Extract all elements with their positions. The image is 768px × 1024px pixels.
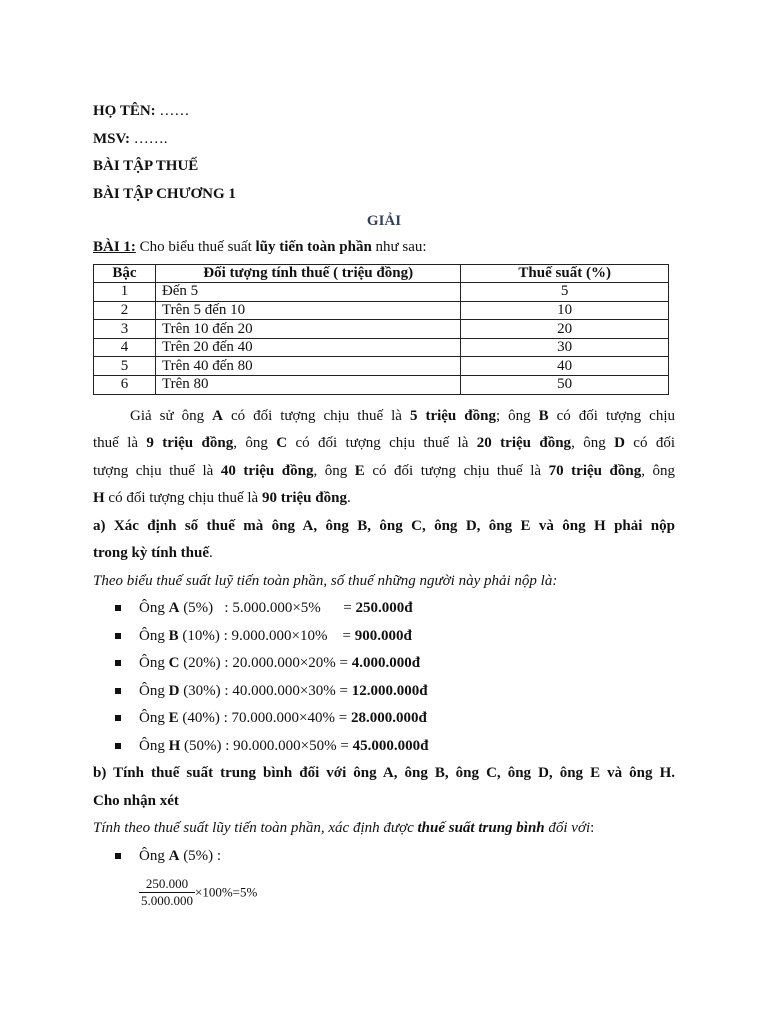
calculation: (20%) : 20.000.000×20% = (179, 655, 352, 672)
text: . (346, 490, 351, 507)
tax-amount-list (93, 595, 675, 760)
scenario-line-3 (93, 458, 675, 486)
person-name: C (168, 655, 180, 672)
text: Giả sử ông (130, 407, 213, 424)
text-bold: C (276, 435, 288, 452)
text-bold: H (93, 490, 105, 507)
calculation: (50%) : 90.000.000×50% = (180, 737, 353, 754)
text-bold: A (212, 407, 223, 424)
col-header-level: Bậc (94, 264, 156, 283)
question-a-line-2 (93, 540, 675, 568)
cell-rate: 40 (461, 357, 669, 376)
bai1-text-a: Cho biểu thuế suất (135, 239, 256, 255)
cell-rate: 30 (461, 338, 669, 357)
scenario-line-2 (93, 430, 675, 458)
text: : (590, 820, 595, 837)
formula-result: ×100%=5% (195, 884, 258, 900)
question-b-line-2: Cho nhận xét (93, 792, 179, 809)
tax-rate-table (93, 264, 669, 395)
cell-level: 2 (94, 301, 156, 320)
cell-taxable: Trên 10 đến 20 (155, 320, 460, 339)
cell-rate: 20 (461, 320, 669, 339)
cell-taxable: Trên 20 đến 40 (155, 338, 460, 357)
calculation: (10%) : 9.000.000×10% = (178, 627, 355, 644)
text: (5%) : (179, 847, 222, 864)
text: có đối tượng chịu thuế là (287, 435, 477, 452)
bai1-text-c: như sau: (371, 239, 427, 255)
table-header-row (94, 264, 669, 283)
tax-result: 12.000.000đ (351, 682, 428, 699)
person-name: A (168, 600, 180, 617)
table-row (94, 283, 669, 302)
cell-level: 6 (94, 376, 156, 395)
text-italic: đối với (544, 820, 591, 837)
fraction (139, 876, 195, 909)
text-bold: D (614, 435, 625, 452)
text: Ông (139, 710, 169, 727)
text: có đối (624, 435, 676, 452)
tax-result: 250.000đ (355, 600, 413, 617)
text: có đối tượng chịu thuế là (222, 407, 410, 424)
text-bold: 40 triệu đồng (220, 462, 314, 479)
list-item (93, 678, 675, 706)
text: có đối tượng chịu thuế là (104, 490, 262, 507)
msv-line (93, 126, 675, 154)
list-item (93, 705, 675, 733)
square-bullet-icon (115, 688, 121, 694)
list-item (93, 595, 675, 623)
tax-result: 4.000.000đ (351, 655, 421, 672)
tax-result: 900.000đ (354, 627, 412, 644)
text-bold: 9 triệu đồng (146, 435, 234, 452)
text-bold: 70 triệu đồng (548, 462, 642, 479)
cell-rate: 10 (461, 301, 669, 320)
fraction-numerator: 250.000 (139, 876, 195, 893)
text: có đối tượng chịu thuế là (364, 462, 549, 479)
cell-rate: 50 (461, 376, 669, 395)
answer-b-lead (93, 815, 675, 843)
tax-result: 28.000.000đ (350, 710, 427, 727)
document-page (93, 98, 675, 909)
square-bullet-icon (115, 633, 121, 639)
text: Ông (139, 682, 169, 699)
title-bai-tap-thue: BÀI TẬP THUẾ (93, 158, 199, 174)
scenario-line-1 (93, 403, 675, 431)
cell-taxable: Trên 40 đến 80 (155, 357, 460, 376)
scenario-paragraph (93, 403, 675, 513)
answer-a-lead: Theo biểu thuế suất luỹ tiến toàn phần, số thuế những người này phải nộp là: (93, 572, 558, 589)
msv-label: MSV: (93, 130, 130, 147)
fraction-denominator: 5.000.000 (141, 893, 193, 909)
title-bai-tap-chuong: BÀI TẬP CHƯƠNG 1 (93, 185, 236, 202)
text-bold: E (354, 462, 365, 479)
square-bullet-icon (115, 605, 121, 611)
bai1-label: BÀI 1: (93, 239, 136, 255)
table-row (94, 357, 669, 376)
text: có đối tượng chịu (548, 407, 675, 424)
question-a-text: trong kỳ tính thuế (93, 545, 210, 562)
list-item (93, 650, 675, 678)
average-rate-formula (139, 876, 675, 909)
text: Ông (139, 737, 169, 754)
cell-level: 4 (94, 338, 156, 357)
col-header-taxable: Đối tượng tính thuế ( triệu đồng) (155, 264, 460, 283)
text-bold: 20 triệu đồng (476, 435, 572, 452)
name-label: HỌ TÊN: (93, 103, 156, 119)
cell-taxable: Trên 5 đến 10 (155, 301, 460, 320)
text: , ông (571, 435, 615, 452)
text-bold: B (538, 407, 549, 424)
text: thuế là (93, 435, 147, 452)
cell-taxable: Đến 5 (155, 283, 460, 302)
question-a-line-1: a) Xác định số thuế mà ông A, ông B, ông C, ông D, ông E và ông H phải nộp (93, 517, 675, 534)
text: Ông (139, 655, 169, 672)
text: , ông (641, 462, 676, 479)
text: Ông (139, 600, 169, 617)
solution-heading: GIẢI (366, 213, 402, 229)
cell-taxable: Trên 80 (155, 376, 460, 395)
person-name: B (168, 627, 179, 644)
msv-value: ……. (133, 130, 168, 147)
cell-level: 3 (94, 320, 156, 339)
name-line (93, 98, 675, 126)
average-rate-list (93, 843, 675, 871)
calculation: (30%) : 40.000.000×30% = (179, 682, 352, 699)
person-name: H (168, 737, 181, 754)
scenario-line-4 (93, 485, 675, 513)
text-bold: 5 triệu đồng (409, 407, 496, 424)
text: Ông (139, 627, 169, 644)
bai1-text-b: lũy tiến toàn phần (255, 239, 372, 255)
bai1-intro (93, 234, 675, 262)
person-name: A (168, 847, 180, 864)
col-header-rate: Thuế suất (%) (461, 264, 669, 283)
list-item (93, 843, 675, 871)
square-bullet-icon (115, 743, 121, 749)
square-bullet-icon (115, 853, 121, 859)
text-bold-italic: thuế suất trung bình (417, 820, 545, 837)
calculation: (40%) : 70.000.000×40% = (178, 710, 351, 727)
table-row (94, 376, 669, 395)
table-row (94, 301, 669, 320)
text: , ông (233, 435, 277, 452)
square-bullet-icon (115, 715, 121, 721)
text: ; ông (495, 407, 539, 424)
text-italic: Tính theo thuế suất lũy tiến toàn phần, xác định được (93, 820, 418, 837)
square-bullet-icon (115, 660, 121, 666)
text-bold: 90 triệu đồng (261, 490, 347, 507)
person-name: D (168, 682, 180, 699)
list-item (93, 733, 675, 761)
list-item (93, 623, 675, 651)
calculation: (5%) : 5.000.000×5% = (179, 600, 356, 617)
cell-level: 1 (94, 283, 156, 302)
name-value: …… (159, 103, 190, 119)
text: . (209, 545, 213, 562)
table-row (94, 320, 669, 339)
person-name: E (168, 710, 179, 727)
cell-rate: 5 (461, 283, 669, 302)
cell-level: 5 (94, 357, 156, 376)
question-b-line-1: b) Tính thuế suất trung bình đối với ông A, ông B, ông C, ông D, ông E và ông H. (93, 765, 675, 782)
tax-result: 45.000.000đ (352, 737, 429, 754)
text: tượng chịu thuế là (93, 462, 221, 479)
text: Ông (139, 847, 169, 864)
text: , ông (313, 462, 355, 479)
table-row (94, 338, 669, 357)
